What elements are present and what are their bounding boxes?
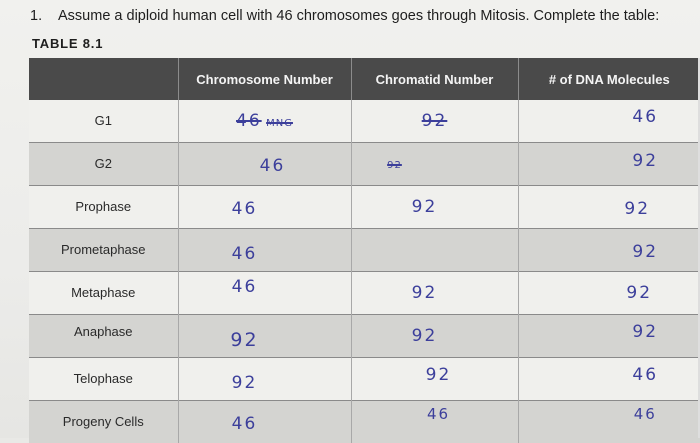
table-row: [29, 229, 700, 272]
table-row: [29, 143, 700, 186]
chromatid-cell: [351, 315, 518, 358]
dna-cell: [518, 358, 700, 401]
chromosome-cell: [178, 401, 351, 443]
question-text: Assume a diploid human cell with 46 chromosomes goes through Mitosis. Complete the table:: [58, 8, 659, 24]
header-dna-molecules: # of DNA Molecules: [518, 58, 700, 100]
chromosome-cell: [178, 100, 351, 143]
chromosome-cell: [178, 186, 351, 229]
dna-cell: [518, 186, 700, 229]
phase-label: Anaphase: [74, 324, 133, 339]
header-chromatid-number: Chromatid Number: [351, 58, 518, 100]
dna-cell: [518, 229, 700, 272]
handwritten-value: 46: [632, 107, 658, 127]
chromatid-cell: [351, 143, 518, 186]
handwritten-value: 92: [632, 151, 658, 171]
chromatid-cell: [351, 229, 518, 272]
chromatid-cell: [351, 186, 518, 229]
question-number: 1.: [30, 8, 58, 24]
handwritten-value: 92: [624, 199, 650, 219]
handwritten-value: 46: [232, 277, 258, 297]
handwritten-value: 46: [427, 405, 450, 423]
dna-cell: [518, 401, 700, 443]
phase-cell: [29, 229, 178, 272]
table-row: [29, 401, 700, 443]
handwritten-value: 46: [232, 199, 258, 219]
handwritten-value: 92: [412, 197, 438, 217]
phase-label: Telophase: [74, 371, 133, 386]
table-row: [29, 100, 700, 143]
chromosome-cell: [178, 358, 351, 401]
table-row: [29, 358, 700, 401]
table-row: [29, 315, 700, 358]
handwritten-value: 92: [232, 373, 258, 393]
handwritten-value: 46: [236, 111, 262, 131]
handwritten-value: 92: [426, 365, 452, 385]
phase-cell: [29, 272, 178, 315]
handwritten-value: 92: [230, 329, 258, 351]
handwritten-value: 46: [632, 365, 658, 385]
chromosome-cell: [178, 229, 351, 272]
mitosis-table: [29, 58, 700, 443]
header-chromosome-number: Chromosome Number: [178, 58, 351, 100]
handwritten-value: 92: [412, 283, 438, 303]
phase-cell: [29, 143, 178, 186]
dna-cell: [518, 315, 700, 358]
dna-cell: [518, 143, 700, 186]
question-prompt: [30, 8, 659, 24]
handwritten-value: 92: [422, 111, 448, 131]
table-label: TABLE 8.1: [32, 36, 103, 51]
chromatid-cell: [351, 272, 518, 315]
handwritten-value: 46: [232, 414, 258, 434]
phase-cell: [29, 186, 178, 229]
dna-cell: [518, 272, 700, 315]
handwritten-value: 92: [632, 322, 658, 342]
dna-cell: [518, 100, 700, 143]
handwritten-value: 92: [632, 242, 658, 262]
phase-label: G1: [95, 113, 112, 128]
chromosome-cell: [178, 143, 351, 186]
chromatid-cell: [351, 100, 518, 143]
handwritten-value: 46: [634, 405, 657, 423]
handwritten-value: 46: [260, 156, 286, 176]
header-phase: [29, 58, 178, 100]
chromatid-cell: [351, 401, 518, 443]
phase-label: G2: [95, 156, 112, 171]
handwritten-value: 92: [387, 160, 402, 171]
phase-cell: [29, 315, 178, 358]
phase-cell: [29, 100, 178, 143]
table-row: [29, 186, 700, 229]
chromatid-cell: [351, 358, 518, 401]
handwritten-scribble: MNG: [266, 118, 293, 129]
phase-cell: [29, 401, 178, 443]
chromosome-cell: [178, 315, 351, 358]
handwritten-value: 92: [626, 283, 652, 303]
chromosome-cell: [178, 272, 351, 315]
table-row: [29, 272, 700, 315]
phase-cell: [29, 358, 178, 401]
phase-label: Metaphase: [71, 285, 135, 300]
handwritten-value: 92: [412, 326, 438, 346]
handwritten-value: 46: [232, 244, 258, 264]
phase-label: Progeny Cells: [63, 414, 144, 429]
phase-label: Prophase: [75, 199, 131, 214]
phase-label: Prometaphase: [61, 242, 146, 257]
table-header-row: [29, 58, 700, 100]
